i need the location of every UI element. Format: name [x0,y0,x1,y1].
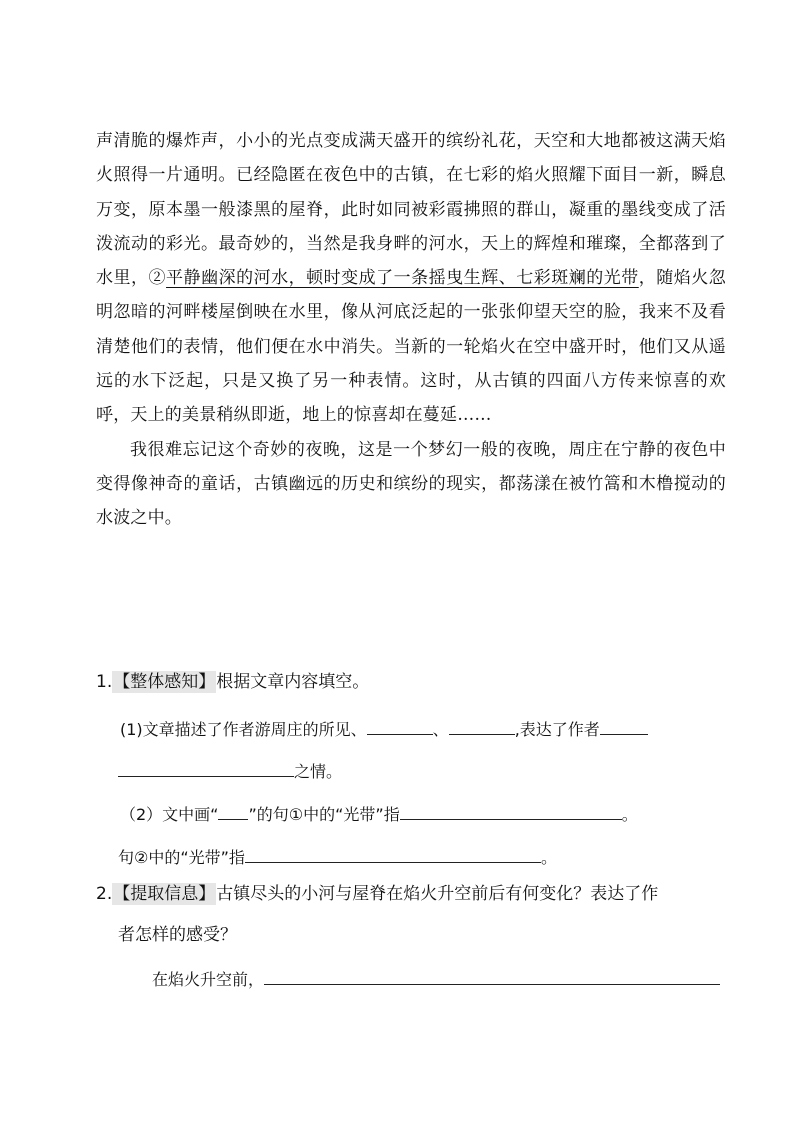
answer-blank[interactable] [118,754,294,777]
paragraph-1-text-continued: ，随焰火忽明忽暗的河畔楼屋倒映在水里，像从河底泛起的一张张仰望天空的脸，我来不及看清楚他们的表情，他们便在水中消失。当新的一轮焰火在空中盛开时，他们又从遥远的水下泛起，只是又换了另一种表情。这时，从古镇的四面八方传来惊喜的欢呼，天上的美景稍纵即逝，地上的惊喜却在蔓延…… [96,268,726,426]
passage-paragraph-2: 我很难忘记这个奇妙的夜晚，这是一个梦幻一般的夜晚，周庄在宁静的夜色中变得像神奇的童话，古镇幽远的历史和缤纷的现实，都荡漾在被竹篙和木橹搅动的水波之中。 [96,439,726,529]
answer-blank[interactable] [264,962,720,985]
answer-blank[interactable] [245,840,541,863]
q1-part2-text: （2）文中画“ [120,805,219,824]
reading-passage [96,124,726,536]
q1-part1-text-b: ,表达了作者 [514,720,600,739]
q1-part2-text-c: 句②中的“光带”指 [118,848,245,867]
question-1-number: 1. [96,672,113,692]
answer-blank[interactable] [218,797,248,820]
question-2-number: 2. [96,884,113,904]
question-1-part-2 [120,797,638,832]
paragraph-1-text: 声清脆的爆炸声，小小的光点变成满天盛开的缤纷礼花，天空和大地都被这满天焰火照得一片通明。已经隐匿在夜色中的古镇，在七彩的焰火照耀下面目一新，瞬息万变，原本墨一般漆黑的屋脊，此时如同被彩霞拂照的群山，凝重的墨线变成了活泼流动的彩光。最奇妙的，当然是我身畔的河水，天上的辉煌和璀璨，全都落到了水里，② [96,131,726,289]
passage-paragraph-1 [96,124,726,433]
answer-blank[interactable] [367,712,433,735]
question-1-part-1 [120,712,648,747]
answer-blank[interactable] [600,712,648,735]
question-2-continued [118,918,237,952]
underlined-sentence-2: 平静幽深的河水，顿时变成了一条摇曳生辉、七彩斑斓的光带 [166,268,639,289]
q1-part1-text: (1)文章描述了作者游周庄的所见、 [120,720,367,739]
question-1 [96,665,369,699]
question-1-text: 根据文章内容填空。 [216,672,370,692]
question-2-answer-line [152,962,720,997]
answer-blank[interactable] [400,797,622,820]
q1-part1-separator: 、 [432,720,449,739]
question-2-text: 古镇尽头的小河与屋脊在焰火升空前后有何变化？表达了作 [216,884,659,904]
question-2-text-line-2: 者怎样的感受？ [118,925,237,945]
question-1-part-2-continued [118,840,557,875]
answer-blank[interactable] [449,712,515,735]
q1-part2-end: 。 [621,805,638,824]
question-2 [96,877,658,911]
q1-part1-end: 之情。 [294,762,343,781]
question-1-tag: 【整体感知】 [113,672,216,692]
q1-part2-c-end: 。 [540,848,557,867]
q2-answer-prefix: 在焰火升空前， [152,970,265,989]
q1-part2-text-b: ”的句①中的“光带”指 [248,805,400,824]
question-1-part-1-continued [118,754,342,789]
question-2-tag: 【提取信息】 [113,884,216,904]
